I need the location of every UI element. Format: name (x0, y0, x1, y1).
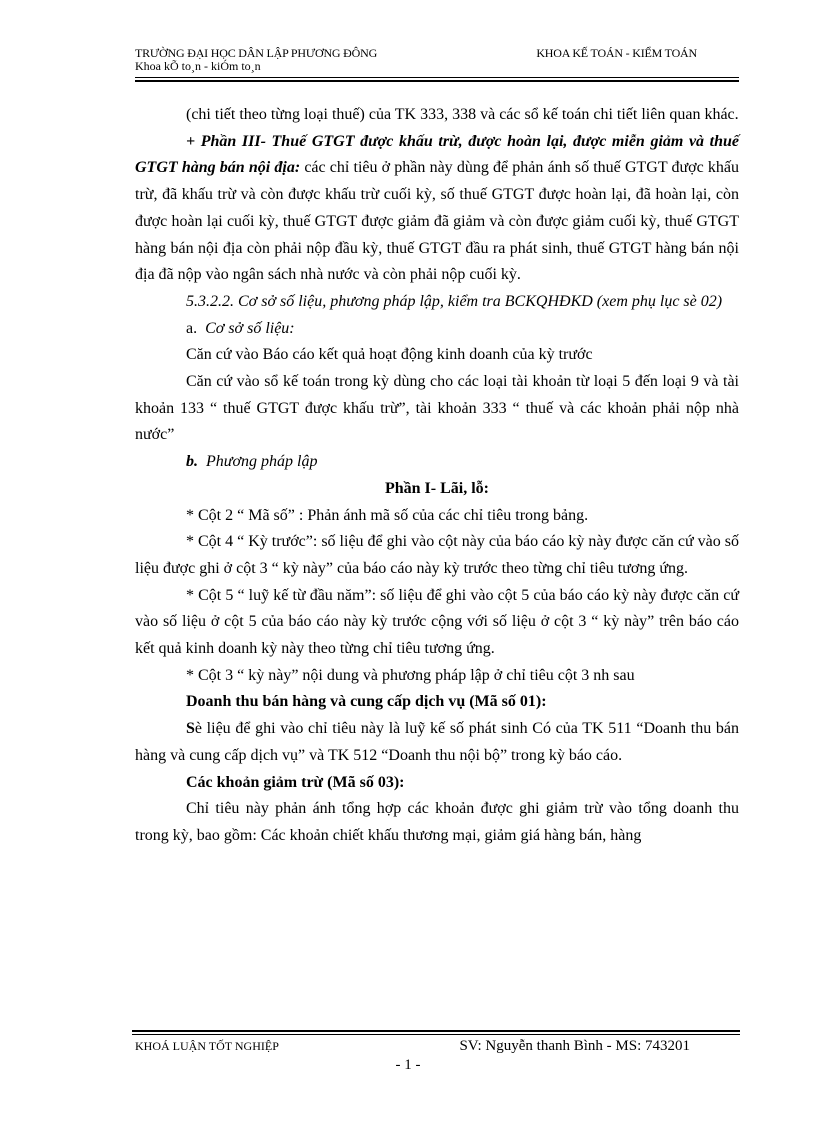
header-rule-thin (135, 77, 739, 78)
paragraph: * Cột 2 “ Mã số” : Phản ánh mã số của các chỉ tiêu trong bảng. (186, 506, 589, 524)
paragraph: * Cột 3 “ kỳ này” nội dung và phương pháp lập ở chỉ tiêu cột 3 nh sau (186, 666, 635, 684)
paragraph-lead-letter: S (186, 720, 195, 738)
subheading-a-text: Cơ sở số liệu: (205, 319, 295, 337)
paragraph-text: è liệu để ghi vào chỉ tiêu này là luỹ kế số phát sinh Có của TK 511 “Doanh thu bán hàng và cung cấp dịch vụ” và TK 512 “Doanh thu nội bộ” trong kỳ báo cáo. (135, 720, 739, 764)
subheading-a-label: a. (186, 319, 198, 337)
paragraph: Chỉ tiêu này phản ánh tổng hợp các khoản được ghi giảm trừ vào tổng doanh thu trong kỳ, bao gồm: Các khoản chiết khấu thương mại, giảm giá hàng bán, hàng (135, 800, 739, 844)
heading-deductions: Các khoản giảm trừ (Mã số 03): (186, 773, 405, 791)
document-body (135, 102, 739, 850)
part-i-title: Phần I- Lãi, lỗ: (384, 479, 489, 497)
paragraph: Căn cứ vào sổ kế toán trong kỳ dùng cho các loại tài khoản từ loại 5 đến loại 9 và tài khoản 133 “ thuế GTGT được khấu trừ”, tài khoản 333 “ thuế và các khoản phải nộp nhà nước” (135, 373, 739, 444)
footer-student-info: SV: Nguyễn thanh Bình - MS: 743201 (459, 1038, 690, 1054)
subheading-b-label: b. (186, 453, 198, 471)
footer-rule-thick (132, 1030, 740, 1032)
paragraph: Căn cứ vào Báo cáo kết quả hoạt động kinh doanh của kỳ trước (186, 346, 593, 364)
subheading-b-text: Phương pháp lập (206, 453, 318, 471)
header-subtitle: Khoa kÕ to¸n - kiÓm to¸n (135, 59, 261, 73)
paragraph (135, 716, 739, 769)
part-iii-text: các chỉ tiêu ở phần này dùng để phản ánh số thuế GTGT được khấu trừ, đã khấu trừ và còn được khấu trừ cuối kỳ, số thuế GTGT được hoàn lại, đã hoàn lại, còn được hoàn lại cuối kỳ, thuế GTGT được giảm đã giảm và còn được giảm cuối kỳ, thuế GTGT hàng bán nội địa còn phải nộp đầu kỳ, thuế GTGT đầu ra phát sinh, thuế GTGT hàng bán nội địa đã nộp vào ngân sách nhà nước và còn phải nộp cuối kỳ. (135, 159, 739, 284)
subheading-b (135, 449, 739, 476)
header-rule-thick (135, 80, 739, 82)
subheading-a (135, 316, 739, 343)
part-iii-heading: + Phần III- Thuế GTGT được khấu trừ, được hoàn lại, được miễn giảm và thuế GTGT hàng bán nội địa: (135, 132, 739, 177)
footer-thesis-label: KHOÁ LUẬN TỐT NGHIỆP (135, 1039, 279, 1053)
paragraph-part-iii (135, 129, 739, 289)
paragraph: (chi tiết theo từng loại thuế) của TK 333, 338 và các sổ kế toán chi tiết liên quan khác. (186, 106, 739, 123)
heading-revenue: Doanh thu bán hàng và cung cấp dịch vụ (Mã số 01): (186, 693, 547, 711)
header-department: KHOA KẾ TOÁN - KIỂM TOÁN (536, 46, 697, 60)
header-school: TRƯỜNG ĐẠI HỌC DÂN LẬP PHƯƠNG ĐÔNG (135, 46, 378, 60)
footer-rule-thin (132, 1034, 740, 1035)
page-header (135, 46, 739, 73)
page-footer (132, 1030, 740, 1055)
paragraph: * Cột 4 “ Kỳ trước”: số liệu để ghi vào cột này của báo cáo kỳ này được căn cứ vào số liệu được ghi ở cột 3 “ kỳ này” của báo cáo này kỳ trước theo từng chỉ tiêu tương ứng. (135, 533, 739, 577)
paragraph: * Cột 5 “ luỹ kế từ đầu năm”: số liệu để ghi vào cột 5 của báo cáo kỳ này được căn cứ vào số liệu ở cột 5 của báo cáo này kỳ trước cộng với số liệu ở cột 3 “ kỳ này” trên báo cáo kết quả kinh doanh kỳ này theo từng chỉ tiêu tương ứng. (135, 586, 739, 658)
section-heading-5-3-2-2: 5.3.2.2. Cơ sở số liệu, phương pháp lập, kiểm tra BCKQHĐKD (xem phụ lục sè 02) (186, 292, 723, 310)
page-number: - 1 - (395, 1057, 421, 1073)
